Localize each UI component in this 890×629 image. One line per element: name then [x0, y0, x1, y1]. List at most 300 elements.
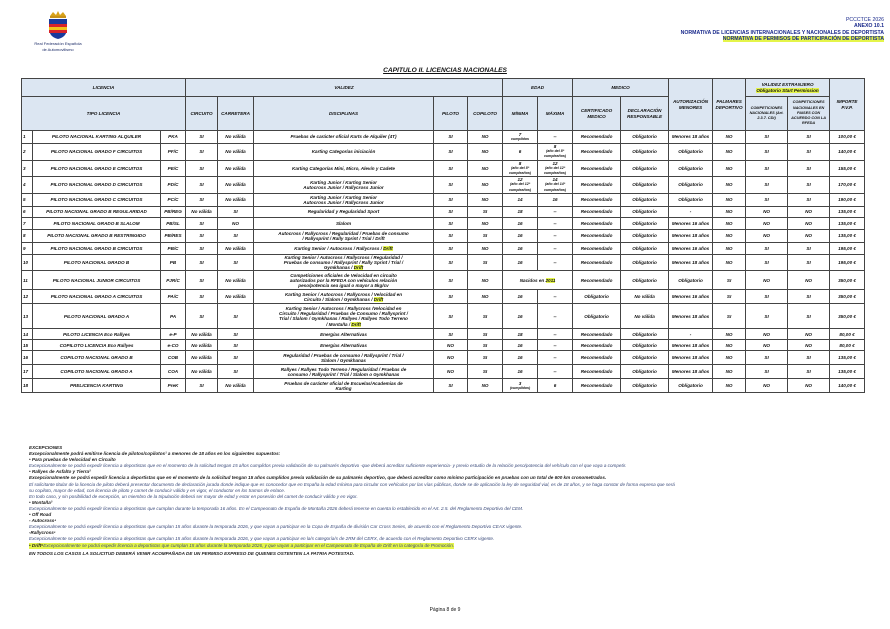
palmares-deportivo: NO: [713, 177, 746, 194]
disciplinas: Karting Senior / Autocross / Rallycross /Velocidad en Circuito / Regularidad / Pruebas de Consumo / Rallysprint / Trial / Slalom / Gymkhanas / Rallyes / Rallyes Todo Terreno / Montaña / Drift: [254, 304, 434, 329]
license-type: PILOTO NACIONAL GRADO A: [33, 304, 161, 329]
license-code: COA: [161, 365, 186, 379]
logo-text-1: Real Federación Española: [34, 41, 82, 46]
header-disciplinas: DISCIPLINAS: [254, 97, 434, 131]
license-code: PE/C: [161, 160, 186, 177]
table-row: [22, 254, 865, 271]
certificado-medico: Recomendado: [573, 242, 621, 254]
drift-highlight: Drift: [351, 321, 361, 327]
row-number: 8: [22, 229, 33, 242]
validez-carretera: SI: [218, 351, 254, 365]
piloto: NO: [434, 365, 468, 379]
validez-circuito: SI: [186, 193, 218, 206]
exception-line: • Drift⁶: [29, 542, 44, 548]
autorizacion-menores: Obligatorio: [669, 193, 713, 206]
license-code: PF/C: [161, 144, 186, 161]
edad-maxima: --: [538, 351, 573, 365]
document-header: [681, 17, 884, 43]
comp-acuerdo: SI: [788, 365, 830, 379]
comp-acuerdo: SI: [788, 193, 830, 206]
header-autorizacion: AUTORIZACIÓN MENORES: [669, 79, 713, 131]
license-type: PILOTO NACIONAL GRADO B CIRCUITOS: [33, 242, 161, 254]
row-number: 17: [22, 365, 33, 379]
validez-carretera: No válida: [218, 271, 254, 290]
row-number: 5: [22, 193, 33, 206]
certificado-medico: Recomendado: [573, 340, 621, 351]
validez-circuito: SI: [186, 144, 218, 161]
header-title: NORMATIVA DE LICENCIAS INTERNACIONALES Y NACIONALES DE DEPORTISTA: [680, 29, 884, 36]
autorizacion-menores: Menores 16 años: [669, 217, 713, 229]
piloto: SI: [434, 177, 468, 194]
palmares-deportivo: NO: [713, 351, 746, 365]
validez-carretera: SI: [218, 206, 254, 217]
license-code: e-CO: [161, 340, 186, 351]
palmares-deportivo: NO: [713, 254, 746, 271]
palmares-deportivo: NO: [713, 329, 746, 340]
declaracion-responsable: Obligatorio: [621, 144, 669, 161]
validez-carretera: No válida: [218, 379, 254, 393]
header-certificado: CERTIFICADO MEDICO: [573, 97, 621, 131]
disciplinas: Competiciones oficiales de Velocidad en circuito autorizados por la RFEDA con vehículos relación peso/potencia sea igual o mayor a 5kg/cv: [254, 271, 434, 290]
rfeda-logo: [28, 10, 88, 52]
copiloto: SI: [468, 351, 503, 365]
edad-maxima: --: [538, 217, 573, 229]
row-number: 10: [22, 254, 33, 271]
importe: 80,00 €: [830, 329, 865, 340]
row-number: 16: [22, 351, 33, 365]
copiloto: NO: [468, 131, 503, 144]
row-number: 7: [22, 217, 33, 229]
license-type: PILOTO NACIONAL GRADO D CIRCUITOS: [33, 177, 161, 194]
comp-acuerdo: SI: [788, 131, 830, 144]
edad-minima: 16: [503, 229, 538, 242]
document-code: PCCCTCE 2026: [845, 17, 884, 23]
row-number: 3: [22, 160, 33, 177]
validez-carretera: NO: [218, 217, 254, 229]
disciplinas: Rallyes / Rallyes Todo Terreno / Regularidad / Pruebas de consumo / Rallysprint / Trial / Slalom o Gymkhanas: [254, 365, 434, 379]
declaracion-responsable: Obligatorio: [621, 271, 669, 290]
row-number: 6: [22, 206, 33, 217]
comp-acuerdo: SI: [788, 254, 830, 271]
table-row: [22, 217, 865, 229]
comp-acuerdo: NO: [788, 329, 830, 340]
drift-highlight: Drift: [353, 265, 364, 271]
declaracion-responsable: No válida: [621, 290, 669, 304]
table-row: [22, 271, 865, 290]
copiloto: NO: [468, 217, 503, 229]
table-row: [22, 242, 865, 254]
edad-minima: 14: [503, 193, 538, 206]
header-palmares: PALMARES DEPORTIVO: [713, 79, 746, 131]
validez-circuito: No válida: [186, 329, 218, 340]
license-code: e-P: [161, 329, 186, 340]
copiloto: NO: [468, 379, 503, 393]
exceptions-title: EXCEPCIONES: [29, 445, 63, 450]
validez-carretera: SI: [218, 229, 254, 242]
header-circuito: CIRCUITO: [186, 97, 218, 131]
exception-line: Excepcionalmente se podrá expedir licencia a deportistas que cumplan durante la temporada 16 años. En el Campeonato de España de Montaña 2026 deberá tenerse en cuenta lo establecido en el Art. 2.5. del Reglamento Deportivo del CEM.: [29, 505, 524, 511]
header-declaracion: DECLARACIÓN RESPONSABLE: [621, 97, 669, 131]
license-code: PJR/C: [161, 271, 186, 290]
validez-circuito: SI: [186, 242, 218, 254]
validez-carretera: No válida: [218, 177, 254, 194]
certificado-medico: Recomendado: [573, 365, 621, 379]
edad-maxima: --: [538, 304, 573, 329]
validez-circuito: No válida: [186, 340, 218, 351]
table-row: [22, 365, 865, 379]
table-row: [22, 379, 865, 393]
disciplinas: Regularidad / Pruebas de consumo / Rallysprint / Trial / Slalom / Gymkhanas: [254, 351, 434, 365]
exception-line: Excepcionalmente se podrá expedir licencia a deportistas que cumplan 15 años durante la temporada 2026, y que vayan a participar en la Copa de España de división Car Cross Series, de acuerdo con el Reglamento Deportivo CEAX vigente.: [29, 524, 523, 530]
disciplinas: Regularidad y Regularidad Sport: [254, 206, 434, 217]
logo-text-2: de Automovilismo: [42, 47, 74, 52]
piloto: SI: [434, 144, 468, 161]
validez-carretera: SI: [218, 254, 254, 271]
palmares-deportivo: NO: [713, 242, 746, 254]
edad-minima: 12 (año del 12º cumpleaños): [503, 177, 538, 194]
validez-circuito: SI: [186, 160, 218, 177]
exception-line: • Off Road: [29, 512, 52, 518]
importe: 350,00 €: [830, 290, 865, 304]
disciplinas: Energías Alternativas: [254, 329, 434, 340]
edad-nacidos: Nacidos en 2011: [503, 271, 573, 290]
edad-maxima: 12 (año del 12º cumpleaños): [538, 160, 573, 177]
autorizacion-menores: Menores 18 años: [669, 365, 713, 379]
drift-highlight: Drift: [373, 296, 384, 302]
table-row: [22, 351, 865, 365]
piloto: SI: [434, 254, 468, 271]
license-type: PRELICENCIA KARTING: [33, 379, 161, 393]
certificado-medico: Recomendado: [573, 229, 621, 242]
certificado-medico: Recomendado: [573, 131, 621, 144]
declaracion-responsable: Obligatorio: [621, 365, 669, 379]
certificado-medico: Recomendado: [573, 217, 621, 229]
validez-carretera: SI: [218, 340, 254, 351]
header-carretera: CARRETERA: [218, 97, 254, 131]
table-row: [22, 340, 865, 351]
edad-maxima: --: [538, 329, 573, 340]
validez-carretera: SI: [218, 329, 254, 340]
validez-circuito: SI: [186, 290, 218, 304]
declaracion-responsable: Obligatorio: [621, 160, 669, 177]
validez-circuito: SI: [186, 217, 218, 229]
importe: 135,00 €: [830, 365, 865, 379]
comp-nacionales: NO: [746, 206, 788, 217]
edad-minima: 16: [503, 351, 538, 365]
license-type: PILOTO NACIONAL GRADO B RESTRINGIDO: [33, 229, 161, 242]
copiloto: SI: [468, 206, 503, 217]
edad-minima: 16: [503, 290, 538, 304]
crown-shield-icon: [45, 10, 71, 40]
validez-circuito: No válida: [186, 206, 218, 217]
comp-acuerdo: NO: [788, 217, 830, 229]
row-number: 1: [22, 131, 33, 144]
autorizacion-menores: Menores 18 años: [669, 254, 713, 271]
certificado-medico: Recomendado: [573, 144, 621, 161]
header-piloto: PILOTO: [434, 97, 468, 131]
disciplinas: Pruebas de carácter oficial Karts de Alquiler (4T): [254, 131, 434, 144]
copiloto: SI: [468, 329, 503, 340]
disciplinas: Karting Categorías iniciación: [254, 144, 434, 161]
validez-carretera: SI: [218, 365, 254, 379]
palmares-deportivo: NO: [713, 160, 746, 177]
certificado-medico: Recomendado: [573, 177, 621, 194]
declaracion-responsable: Obligatorio: [621, 242, 669, 254]
license-type: PILOTO NACIONAL GRADO B SLALOM: [33, 217, 161, 229]
edad-minima: 3 (cumplidos): [503, 379, 538, 393]
importe: 100,00 €: [830, 131, 865, 144]
importe: 135,00 €: [830, 351, 865, 365]
importe: 195,00 €: [830, 242, 865, 254]
validez-carretera: No válida: [218, 160, 254, 177]
palmares-deportivo: SI: [713, 271, 746, 290]
disciplinas: Karting Categorías Mini, Micro, Alevín y Cadete: [254, 160, 434, 177]
table-row: [22, 229, 865, 242]
comp-nacionales: SI: [746, 177, 788, 194]
edad-minima: 16: [503, 254, 538, 271]
declaracion-responsable: Obligatorio: [621, 329, 669, 340]
edad-minima: 18: [503, 206, 538, 217]
declaracion-responsable: No válida: [621, 304, 669, 329]
edad-maxima: --: [538, 206, 573, 217]
header-edad: EDAD: [503, 79, 573, 97]
license-code: PKA: [161, 131, 186, 144]
declaracion-responsable: Obligatorio: [621, 217, 669, 229]
palmares-deportivo: NO: [713, 365, 746, 379]
header-licencia: LICENCIA: [22, 79, 186, 97]
header-subtitle: NORMATIVA DE PERMISOS DE PARTICIPACIÓN DE DEPORTISTA: [722, 36, 884, 43]
validez-circuito: SI: [186, 304, 218, 329]
header-comp-nacionales: COMPETICIONES NACIONALES (Art. 2.3.7. CDI): [746, 97, 788, 131]
license-type: PILOTO NACIONAL GRADO C CIRCUITOS: [33, 193, 161, 206]
copiloto: NO: [468, 242, 503, 254]
exception-line: Excepcionalmente se podrá expedir licencia a deportistas que en el momento de la solicitud tengan 15 años cumplidos previa validación de su palmarés deportivo, que deberá acreditar como mínimo participación en pruebas con un total de 600 km cronometrados.: [29, 475, 607, 481]
license-code: PD/C: [161, 177, 186, 194]
exception-line: - Autocross⁴: [29, 518, 57, 524]
certificado-medico: Recomendado: [573, 206, 621, 217]
comp-nacionales: SI: [746, 131, 788, 144]
disciplinas: Karting Junior / Karting Senior Autocross Junior / Rallycross Junior: [254, 177, 434, 194]
piloto: NO: [434, 340, 468, 351]
validez-carretera: No válida: [218, 193, 254, 206]
license-type: COPILOTO LICENCIA Eco Rallyes: [33, 340, 161, 351]
autorizacion-menores: Menores 18 años: [669, 351, 713, 365]
header-validez-extranjero: VALIDEZ EXTRANJERO Obligatorio Start Permission: [746, 79, 830, 97]
header-validez: VALIDEZ: [186, 79, 503, 97]
piloto: SI: [434, 160, 468, 177]
start-permission-highlight: Obligatorio Start Permission: [756, 87, 819, 93]
importe: 135,00 €: [830, 217, 865, 229]
header-comp-acuerdo: COMPETICIONES NACIONALES EN PAISES CON ACUERDO CON LA RFEDA: [788, 97, 830, 131]
autorizacion-menores: -: [669, 206, 713, 217]
palmares-deportivo: NO: [713, 144, 746, 161]
comp-nacionales: NO: [746, 340, 788, 351]
validez-circuito: SI: [186, 229, 218, 242]
validez-circuito: No válida: [186, 351, 218, 365]
palmares-deportivo: SI: [713, 304, 746, 329]
comp-acuerdo: SI: [788, 177, 830, 194]
drift-highlight: Drift: [383, 245, 393, 251]
piloto: SI: [434, 193, 468, 206]
license-type: PILOTO NACIONAL GRADO F CIRCUITOS: [33, 144, 161, 161]
validez-circuito: SI: [186, 254, 218, 271]
piloto: SI: [434, 217, 468, 229]
importe: 350,00 €: [830, 304, 865, 329]
edad-minima: 16: [503, 340, 538, 351]
license-code: PB/C: [161, 242, 186, 254]
comp-acuerdo: NO: [788, 340, 830, 351]
comp-acuerdo: NO: [788, 229, 830, 242]
exception-line: El solicitante titular de la licencia de piloto deberá presentar documento de declaración jurada donde indique que es conocedor que en España la edad mínima para circular con vehículos por las vías públicas, donde se de aplicación la ley de seguridad vial, es de 18 años, y se haga constar de forma expresa que será: [29, 481, 675, 487]
autorizacion-menores: Obligatorio: [669, 271, 713, 290]
table-body: [22, 131, 865, 393]
autorizacion-menores: Menores 16 años: [669, 290, 713, 304]
comp-acuerdo: NO: [788, 379, 830, 393]
certificado-medico: Recomendado: [573, 193, 621, 206]
piloto: SI: [434, 379, 468, 393]
disciplinas: Karting Senior / Autocross / Rallycross / Regularidad / Pruebas de consumo / Rallysprint / Rally Sprint / Trial / Gymkhanas / Drift: [254, 254, 434, 271]
license-code: PB: [161, 254, 186, 271]
comp-nacionales: SI: [746, 365, 788, 379]
comp-nacionales: NO: [746, 379, 788, 393]
edad-maxima: --: [538, 254, 573, 271]
edad-minima: 18: [503, 329, 538, 340]
disciplinas: Autocross / Rallycross / Regularidad / Pruebas de consumo / Rallysprint / Rally Sprint / Trial / Drift: [254, 229, 434, 242]
license-type: COPILOTO NACIONAL GRADO B: [33, 351, 161, 365]
license-type: PILOTO NACIONAL GRADO B REGULARIDAD: [33, 206, 161, 217]
comp-acuerdo: NO: [788, 206, 830, 217]
copiloto: NO: [468, 271, 503, 290]
exception-line: • Para pruebas de Velocidad en Circuito: [29, 457, 116, 463]
autorizacion-menores: -: [669, 329, 713, 340]
disciplinas: Slalom: [254, 217, 434, 229]
exception-line: Excepcionalmente se podrá expedir licencia a deportistas que cumplan 15 años durante la temporada 2026, y que vayan a participar en el Campeonato de España de Drift en la categoría de Promoción.: [43, 542, 455, 548]
palmares-deportivo: NO: [713, 217, 746, 229]
validez-circuito: SI: [186, 271, 218, 290]
row-number: 11: [22, 271, 33, 290]
piloto: SI: [434, 271, 468, 290]
comp-nacionales: SI: [746, 351, 788, 365]
autorizacion-menores: Menores 16 años: [669, 242, 713, 254]
declaracion-responsable: Obligatorio: [621, 379, 669, 393]
importe: 140,00 €: [830, 144, 865, 161]
header-maxima: MÁXIMA: [538, 97, 573, 131]
header-medico: MEDICO: [573, 79, 669, 97]
piloto: SI: [434, 304, 468, 329]
edad-maxima: --: [538, 229, 573, 242]
comp-acuerdo: SI: [788, 242, 830, 254]
birth-year-highlight: 2011: [545, 277, 556, 283]
exception-line: Excepcionalmente se podrá expedir licencia a deportistas que cumplan 15 años durante la temporada 2026, y que vayan a participar en la/s categoría/s de 2RM del CERX, de acuerdo con el Reglamento Deportivo CERX vigente.: [29, 536, 495, 542]
table-row: [22, 193, 865, 206]
copiloto: NO: [468, 144, 503, 161]
autorizacion-menores: Menores 18 años: [669, 340, 713, 351]
page-number: Página 8 de 9: [429, 607, 461, 613]
row-number: 9: [22, 242, 33, 254]
table-row: [22, 131, 865, 144]
row-number: 13: [22, 304, 33, 329]
certificado-medico: Recomendado: [573, 271, 621, 290]
header-tipo-licencia: TIPO LICENCIA: [22, 97, 186, 131]
edad-maxima: 8 (año del 8º cumpleaños): [538, 144, 573, 161]
importe: 80,00 €: [830, 340, 865, 351]
edad-minima: 16: [503, 242, 538, 254]
edad-minima: 6: [503, 144, 538, 161]
license-type: PILOTO NACIONAL KARTING ALQUILER: [33, 131, 161, 144]
disciplinas: Pruebas de carácter oficial de Escuelas/Academias de Karting: [254, 379, 434, 393]
comp-nacionales: SI: [746, 290, 788, 304]
edad-maxima: --: [538, 131, 573, 144]
exception-line: -Rallycross⁵: [29, 530, 56, 536]
declaracion-responsable: Obligatorio: [621, 340, 669, 351]
importe: 135,00 €: [830, 206, 865, 217]
exception-line: su copiloto, mayor de edad, con licencia de piloto y carnet de conducir válido y en vigor, el conductor en los tramos de enlace.: [29, 487, 286, 493]
importe: 195,00 €: [830, 254, 865, 271]
certificado-medico: Recomendado: [573, 329, 621, 340]
importe: 140,00 €: [830, 379, 865, 393]
exception-line: Excepcionalmente podrá emitirse licencia de pilotos/copilotos¹ a menores de 18 años en los siguientes supuestos:: [29, 451, 281, 457]
edad-maxima: --: [538, 290, 573, 304]
comp-nacionales: SI: [746, 144, 788, 161]
license-type: PILOTO NACIONAL GRADO B: [33, 254, 161, 271]
license-code: PC/C: [161, 193, 186, 206]
palmares-deportivo: NO: [713, 379, 746, 393]
license-code: PA/C: [161, 290, 186, 304]
row-number: 4: [22, 177, 33, 194]
importe: 190,00 €: [830, 193, 865, 206]
comp-nacionales: NO: [746, 271, 788, 290]
declaracion-responsable: Obligatorio: [621, 177, 669, 194]
edad-maxima: 16: [538, 193, 573, 206]
piloto: SI: [434, 290, 468, 304]
license-code: COB: [161, 351, 186, 365]
validez-carretera: No válida: [218, 144, 254, 161]
certificado-medico: Obligatorio: [573, 304, 621, 329]
license-type: PILOTO NACIONAL JUNIOR CIRCUITOS: [33, 271, 161, 290]
disciplinas: Energías Alternativas: [254, 340, 434, 351]
autorizacion-menores: Menores 18 años: [669, 131, 713, 144]
validez-carretera: No válida: [218, 290, 254, 304]
exceptions-section: [29, 445, 869, 557]
copiloto: SI: [468, 229, 503, 242]
comp-acuerdo: SI: [788, 351, 830, 365]
comp-acuerdo: SI: [788, 144, 830, 161]
validez-circuito: SI: [186, 379, 218, 393]
copiloto: SI: [468, 365, 503, 379]
license-type: PILOTO NACIONAL GRADO E CIRCUITOS: [33, 160, 161, 177]
declaracion-responsable: Obligatorio: [621, 131, 669, 144]
palmares-deportivo: NO: [713, 193, 746, 206]
importe: 350,00 €: [830, 271, 865, 290]
declaracion-responsable: Obligatorio: [621, 229, 669, 242]
comp-nacionales: NO: [746, 329, 788, 340]
disciplinas: Karting Senior / Autocross / Rallycross / Drift: [254, 242, 434, 254]
table-row: [22, 206, 865, 217]
table-row: [22, 304, 865, 329]
certificado-medico: Recomendado: [573, 379, 621, 393]
edad-minima: 16: [503, 304, 538, 329]
license-type: COPILOTO NACIONAL GRADO A: [33, 365, 161, 379]
exception-line: En todo caso, y sin posibilidad de excepción, un miembro de la tripulación deberá ser mayor de edad y estar en posesión del carnet de conducir válido y en vigor.: [29, 493, 358, 499]
piloto: SI: [434, 206, 468, 217]
comp-acuerdo: NO: [788, 271, 830, 290]
autorizacion-menores: Obligatorio: [669, 160, 713, 177]
edad-maxima: --: [538, 340, 573, 351]
licenses-table: [21, 78, 865, 393]
edad-maxima: --: [538, 365, 573, 379]
copiloto: NO: [468, 160, 503, 177]
piloto: SI: [434, 229, 468, 242]
